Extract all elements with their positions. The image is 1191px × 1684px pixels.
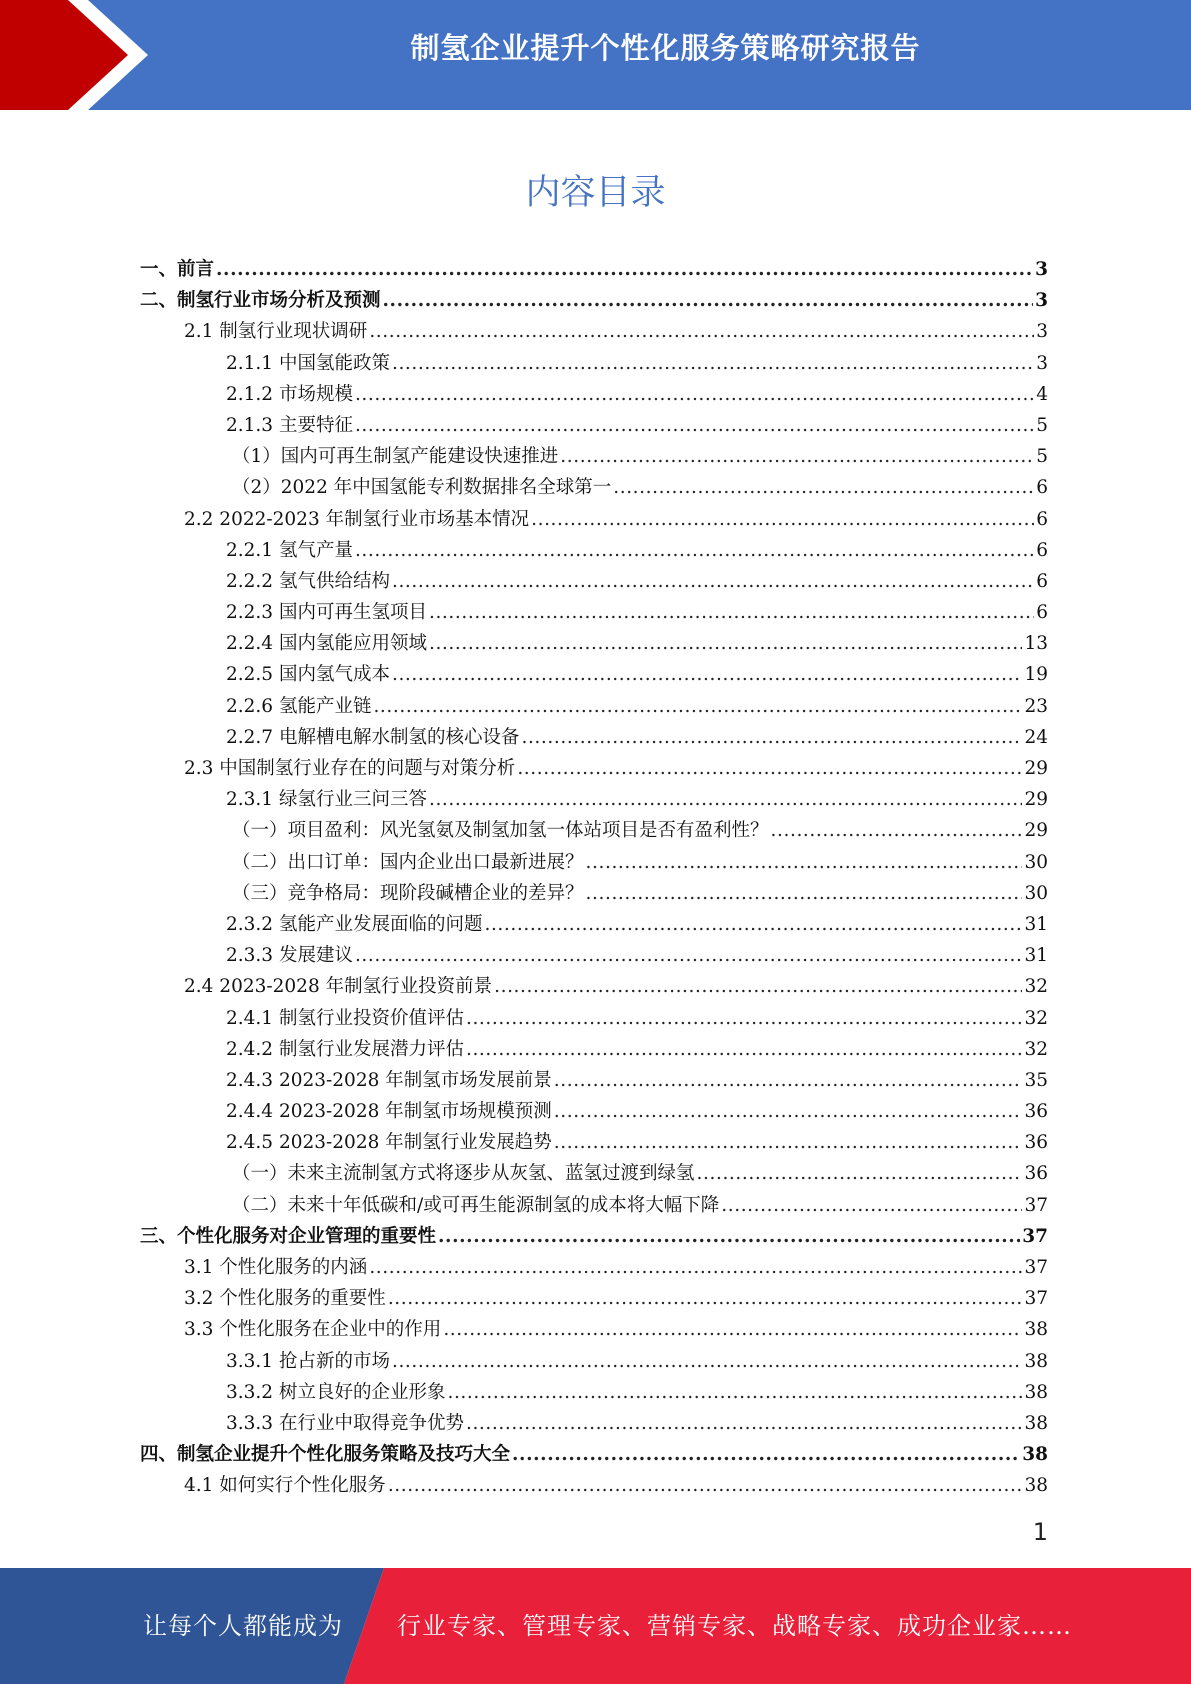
toc-entry-label: 2.2.6 氢能产业链 — [226, 695, 372, 717]
toc-entry-page: 19 — [1024, 664, 1048, 686]
toc-entry-page: 38 — [1022, 1444, 1048, 1466]
toc-entry-label: 四、制氢企业提升个性化服务策略及技巧大全 — [140, 1444, 511, 1466]
toc-dot-leader — [466, 1034, 1022, 1065]
toc-entry-page: 4 — [1036, 383, 1048, 405]
toc-dot-leader — [383, 285, 1034, 316]
toc-dot-leader — [392, 348, 1034, 379]
toc-entry-label: 2.1.2 市场规模 — [226, 383, 353, 405]
toc-entry[interactable] — [140, 1221, 1048, 1252]
toc-dot-leader — [554, 1127, 1023, 1158]
toc-entry[interactable] — [140, 1408, 1048, 1439]
toc-dot-leader — [429, 628, 1022, 659]
toc-entry[interactable] — [140, 722, 1048, 753]
toc-entry-label: 3.3 个性化服务在企业中的作用 — [184, 1319, 442, 1341]
toc-entry-label: 2.2.5 国内氢气成本 — [226, 664, 390, 686]
footer-slogan-left: 让每个人都能成为 — [143, 1612, 343, 1640]
toc-entry-label: 3.3.1 抢占新的市场 — [226, 1350, 390, 1372]
toc-entry-label: 2.2.4 国内氢能应用领域 — [226, 633, 427, 655]
header-chevron-decoration — [0, 0, 160, 110]
toc-dot-leader — [466, 1408, 1022, 1439]
toc-entry-page: 36 — [1024, 1132, 1048, 1154]
toc-entry-label: 2.2.3 国内可再生氢项目 — [226, 602, 427, 624]
toc-entry-page: 30 — [1024, 882, 1048, 904]
toc-entry[interactable] — [140, 566, 1048, 597]
toc-entry-label: 2.2 2022-2023 年制氢行业市场基本情况 — [184, 508, 530, 530]
toc-dot-leader — [466, 1003, 1022, 1034]
toc-entry-label: 3.1 个性化服务的内涵 — [184, 1257, 368, 1278]
toc-dot-leader — [484, 909, 1022, 940]
toc-entry[interactable] — [140, 878, 1048, 909]
toc-entry-label: 2.2.1 氢气产量 — [226, 539, 353, 561]
toc-dot-leader — [388, 1470, 1023, 1501]
toc-entry-label: 2.4.5 2023-2028 年制氢行业发展趋势 — [226, 1132, 552, 1154]
toc-dot-leader — [369, 316, 1034, 347]
toc-entry-label: 2.4.2 制氢行业发展潜力评估 — [226, 1038, 464, 1060]
toc-entry[interactable] — [140, 815, 1048, 846]
table-of-contents — [140, 254, 1048, 1502]
toc-entry-label: （一）未来主流制氢方式将逐步从灰氢、蓝氢过渡到绿氢 — [232, 1163, 695, 1185]
toc-entry-label: 2.2.2 氢气供给结构 — [226, 570, 390, 592]
toc-dot-leader — [355, 940, 1023, 971]
toc-entry[interactable] — [140, 1377, 1048, 1408]
header-title: 制氢企业提升个性化服务策略研究报告 — [410, 31, 921, 65]
toc-entry-page: 35 — [1024, 1069, 1048, 1091]
toc-entry-label: 2.4.1 制氢行业投资价值评估 — [226, 1007, 464, 1029]
toc-entry-page: 3 — [1036, 352, 1048, 374]
toc-entry[interactable] — [140, 909, 1048, 940]
toc-entry-label: 2.3.2 氢能产业发展面临的问题 — [226, 913, 483, 935]
toc-dot-leader — [373, 691, 1022, 722]
page-header — [0, 0, 1191, 110]
toc-entry[interactable] — [140, 348, 1048, 379]
toc-entry[interactable] — [140, 1127, 1048, 1158]
toc-entry-label: 三、个性化服务对企业管理的重要性 — [140, 1225, 437, 1247]
toc-entry[interactable] — [140, 1314, 1048, 1345]
toc-entry-label: 3.2 个性化服务的重要性 — [184, 1288, 386, 1310]
toc-dot-leader — [429, 784, 1022, 815]
toc-dot-leader — [721, 1190, 1022, 1221]
toc-entry[interactable] — [140, 628, 1048, 659]
toc-dot-leader — [369, 1252, 1022, 1283]
toc-entry[interactable] — [140, 535, 1048, 566]
toc-dot-leader — [554, 1096, 1023, 1127]
header-chevron — [0, 0, 128, 110]
toc-entry[interactable] — [140, 1346, 1048, 1377]
toc-entry-page: 6 — [1036, 570, 1048, 592]
toc-entry-label: 二、制氢行业市场分析及预测 — [140, 290, 381, 312]
toc-entry[interactable] — [140, 1252, 1048, 1283]
toc-entry-label: 2.4 2023-2028 年制氢行业投资前景 — [184, 976, 493, 998]
toc-entry[interactable] — [140, 379, 1048, 410]
toc-dot-leader — [216, 254, 1033, 285]
toc-entry[interactable] — [140, 753, 1048, 784]
toc-entry[interactable] — [140, 1158, 1048, 1189]
toc-entry-page: 36 — [1024, 1163, 1048, 1185]
toc-entry-page: 24 — [1024, 726, 1048, 748]
toc-entry-page: 32 — [1024, 1007, 1048, 1029]
footer-slogan-right: 行业专家、管理专家、营销专家、战略专家、成功企业家…… — [397, 1612, 1072, 1640]
toc-dot-leader — [355, 535, 1034, 566]
toc-dot-leader — [531, 504, 1034, 535]
toc-entry-label: （1）国内可再生制氢产能建设快速推进 — [232, 446, 559, 468]
toc-entry-page: 6 — [1036, 602, 1048, 624]
toc-entry-label: （一）项目盈利：风光氢氨及制氢加氢一体站项目是否有盈利性？ — [232, 820, 769, 842]
toc-dot-leader — [697, 1158, 1023, 1189]
toc-entry[interactable] — [140, 1034, 1048, 1065]
toc-entry[interactable] — [140, 659, 1048, 690]
toc-entry-label: 2.4.3 2023-2028 年制氢市场发展前景 — [226, 1069, 552, 1091]
toc-dot-leader — [392, 566, 1034, 597]
toc-entry[interactable] — [140, 1096, 1048, 1127]
toc-entry-page: 29 — [1024, 789, 1048, 811]
toc-dot-leader — [438, 1221, 1020, 1252]
toc-heading: 内容目录 — [525, 173, 666, 213]
toc-entry-label: 2.3.3 发展建议 — [226, 945, 353, 967]
toc-dot-leader — [429, 597, 1034, 628]
toc-entry[interactable] — [140, 597, 1048, 628]
toc-entry-page: 38 — [1024, 1412, 1048, 1434]
toc-entry[interactable] — [140, 410, 1048, 441]
toc-entry-page: 37 — [1024, 1194, 1048, 1216]
toc-entry-label: 一、前言 — [140, 259, 215, 280]
toc-dot-leader — [512, 1439, 1020, 1470]
page-footer — [0, 1568, 1191, 1684]
toc-dot-leader — [586, 847, 1023, 878]
toc-entry-label: 2.4.4 2023-2028 年制氢市场规模预测 — [226, 1101, 552, 1123]
toc-dot-leader — [355, 410, 1034, 441]
toc-entry-page: 31 — [1024, 945, 1048, 967]
page-number: 1 — [1032, 1518, 1048, 1546]
toc-entry-page: 5 — [1036, 414, 1048, 436]
toc-entry-label: 3.3.3 在行业中取得竞争优势 — [226, 1412, 464, 1434]
toc-entry-page: 6 — [1036, 477, 1048, 499]
toc-entry[interactable] — [140, 1190, 1048, 1221]
toc-entry[interactable] — [140, 971, 1048, 1002]
toc-dot-leader — [392, 659, 1022, 690]
toc-entry[interactable] — [140, 316, 1048, 347]
toc-dot-leader — [613, 472, 1034, 503]
toc-entry-page: 3 — [1035, 259, 1048, 280]
toc-entry-label: （二）未来十年低碳和/或可再生能源制氢的成本将大幅下降 — [232, 1194, 720, 1216]
toc-entry-page: 13 — [1024, 633, 1048, 655]
toc-dot-leader — [771, 815, 1023, 846]
toc-entry-label: 4.1 如何实行个性化服务 — [184, 1475, 386, 1497]
toc-entry[interactable] — [140, 1065, 1048, 1096]
toc-entry-label: 2.3 中国制氢行业存在的问题与对策分析 — [184, 758, 516, 779]
toc-entry[interactable] — [140, 254, 1048, 285]
toc-entry-page: 36 — [1024, 1101, 1048, 1123]
toc-entry-page: 31 — [1024, 913, 1048, 935]
toc-entry-page: 38 — [1024, 1475, 1048, 1497]
toc-entry-label: （三）竞争格局：现阶段碱槽企业的差异？ — [232, 882, 584, 904]
toc-entry-page: 5 — [1036, 446, 1048, 468]
toc-dot-leader — [554, 1065, 1023, 1096]
toc-entry-page: 38 — [1024, 1350, 1048, 1372]
toc-entry[interactable] — [140, 940, 1048, 971]
toc-dot-leader — [443, 1314, 1022, 1345]
toc-entry[interactable] — [140, 1470, 1048, 1501]
toc-dot-leader — [517, 753, 1022, 784]
toc-entry-page: 23 — [1024, 695, 1048, 717]
toc-dot-leader — [388, 1283, 1023, 1314]
toc-entry[interactable] — [140, 285, 1048, 316]
toc-entry[interactable] — [140, 847, 1048, 878]
toc-entry-label: （2）2022 年中国氢能专利数据排名全球第一 — [232, 477, 612, 499]
toc-entry-page: 38 — [1024, 1319, 1048, 1341]
toc-entry-page: 29 — [1024, 758, 1048, 779]
toc-entry-page: 37 — [1024, 1288, 1048, 1310]
toc-entry-page: 29 — [1024, 820, 1048, 842]
toc-entry-page: 37 — [1024, 1257, 1048, 1278]
toc-entry-label: 2.1 制氢行业现状调研 — [184, 321, 368, 343]
toc-entry-label: 2.1.3 主要特征 — [226, 414, 353, 436]
toc-entry-label: 3.3.2 树立良好的企业形象 — [226, 1381, 446, 1403]
toc-entry-page: 6 — [1036, 508, 1048, 530]
toc-entry-page: 6 — [1036, 539, 1048, 561]
toc-entry[interactable] — [140, 472, 1048, 503]
toc-dot-leader — [447, 1377, 1022, 1408]
toc-dot-leader — [355, 379, 1034, 410]
toc-dot-leader — [521, 722, 1022, 753]
toc-dot-leader — [494, 971, 1022, 1002]
toc-entry-page: 3 — [1036, 321, 1048, 343]
toc-entry-page: 32 — [1024, 976, 1048, 998]
toc-entry[interactable] — [140, 1283, 1048, 1314]
toc-entry[interactable] — [140, 784, 1048, 815]
toc-entry-page: 32 — [1024, 1038, 1048, 1060]
toc-entry-page: 37 — [1022, 1225, 1048, 1247]
toc-entry-label: 2.2.7 电解槽电解水制氢的核心设备 — [226, 726, 520, 748]
toc-entry[interactable] — [140, 1439, 1048, 1470]
toc-entry[interactable] — [140, 504, 1048, 535]
toc-entry-page: 30 — [1024, 851, 1048, 873]
toc-dot-leader — [392, 1346, 1022, 1377]
toc-entry-page: 3 — [1035, 290, 1048, 312]
toc-entry[interactable] — [140, 1003, 1048, 1034]
toc-dot-leader — [586, 878, 1023, 909]
toc-entry-label: （二）出口订单：国内企业出口最新进展？ — [232, 851, 584, 873]
toc-entry-label: 2.3.1 绿氢行业三问三答 — [226, 789, 427, 811]
toc-dot-leader — [560, 441, 1034, 472]
toc-entry-label: 2.1.1 中国氢能政策 — [226, 352, 390, 374]
toc-entry-page: 38 — [1024, 1381, 1048, 1403]
toc-entry[interactable] — [140, 691, 1048, 722]
toc-entry[interactable] — [140, 441, 1048, 472]
